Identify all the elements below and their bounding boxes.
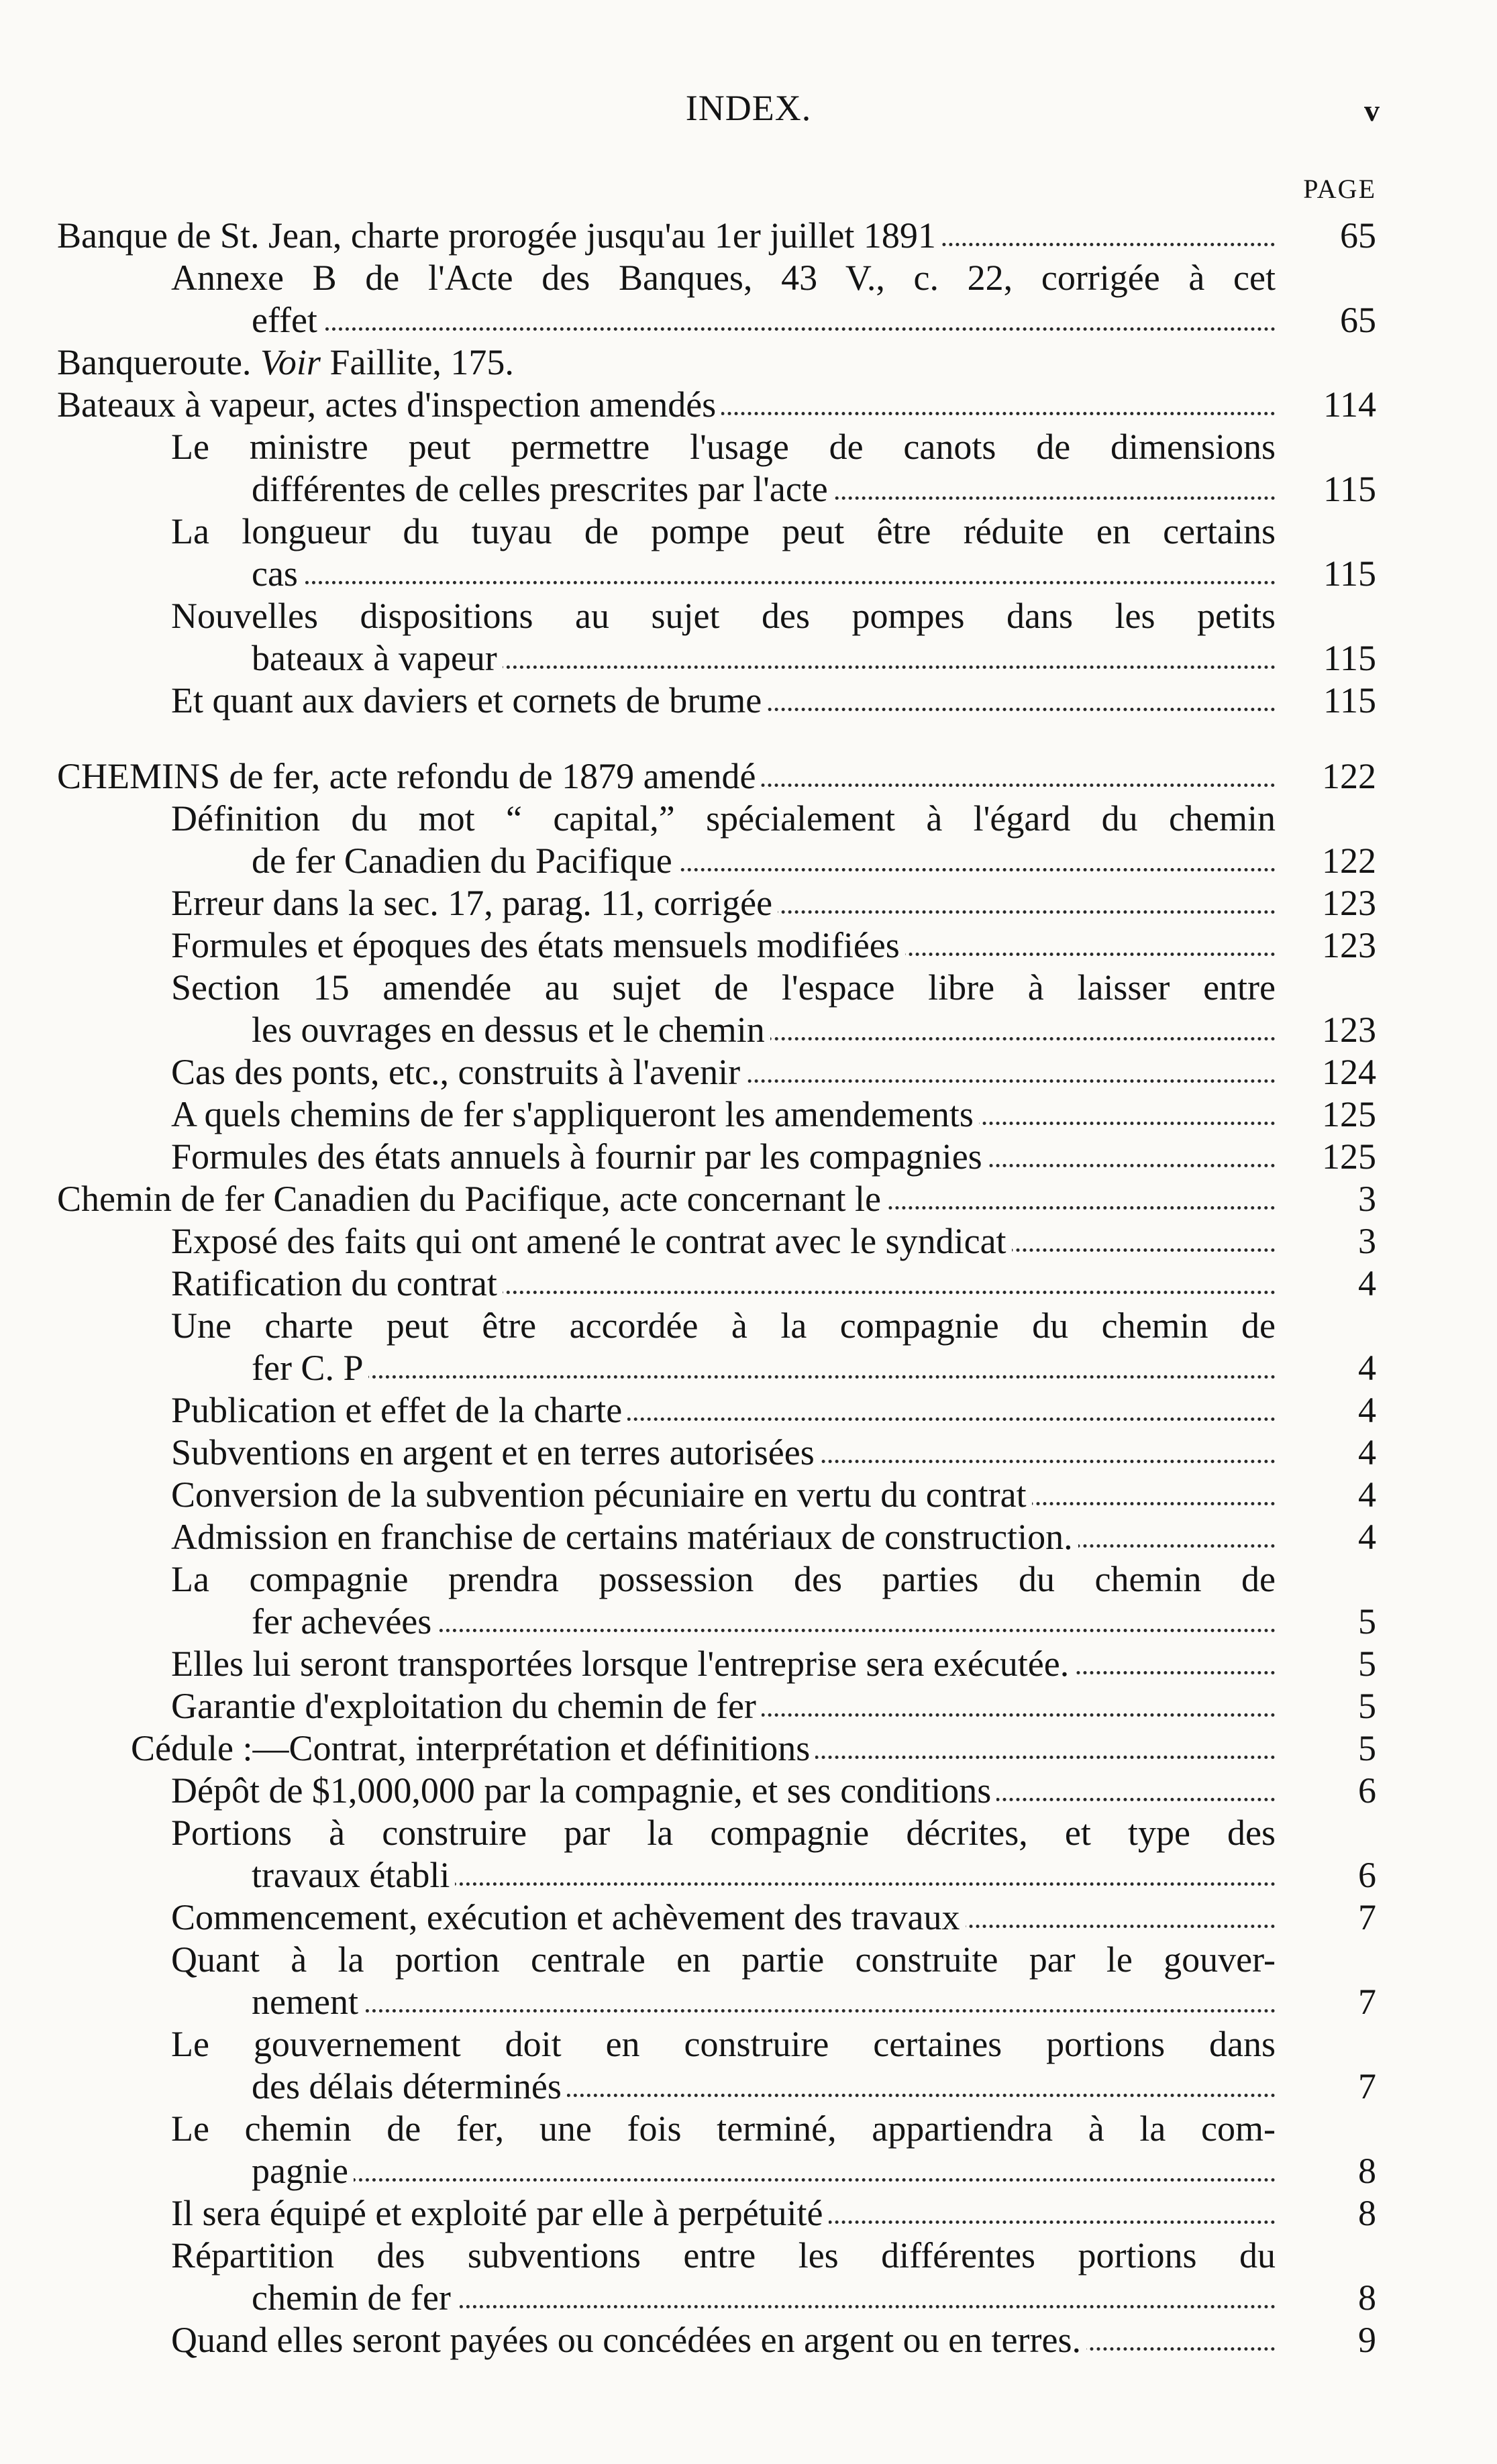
entry-text: des délais déterminés (252, 2066, 567, 2106)
entry-text: Elles lui seront transportées lorsque l'entreprise sera exécutée. (171, 1644, 1074, 1684)
index-entry (57, 257, 1376, 341)
entry-text: Formules et époques des états mensuels modifiées (171, 925, 905, 965)
index-entries (57, 215, 1376, 2361)
entry-text: Portions à construire par la compagnie décrites, et type des (171, 1813, 1276, 1853)
entry-page-number: 123 (1322, 925, 1376, 965)
index-entry (57, 1178, 1376, 1220)
entry-text: Ratification du contrat (171, 1263, 503, 1303)
entry-text: Commencement, exécution et achèvement des travaux (171, 1897, 966, 1937)
entry-page-number: 115 (1323, 638, 1376, 678)
entry-text: effet (252, 300, 323, 340)
leader-dots (252, 581, 1276, 584)
entry-text: chemin de fer (252, 2278, 456, 2318)
index-entry (57, 1136, 1376, 1178)
index-entry (57, 2319, 1376, 2361)
entry-page-number: 115 (1323, 469, 1376, 509)
entry-text: fer achevées (252, 1601, 437, 1642)
leader-dots (252, 2009, 1276, 2013)
index-entry (57, 1432, 1376, 1474)
entry-text: Quant à la portion centrale en partie construite par le gouver- (171, 1939, 1276, 1980)
entry-text: les ouvrages en dessus et le chemin (252, 1010, 770, 1050)
entry-text: pagnie (252, 2151, 354, 2191)
index-entry (57, 2023, 1376, 2108)
index-entry (57, 341, 1376, 384)
entry-page-number: 114 (1323, 384, 1376, 425)
entry-page-number: 5 (1358, 1601, 1376, 1642)
entry-page-number: 7 (1358, 1897, 1376, 1937)
entry-text: Annexe B de l'Acte des Banques, 43 V., c. 22, corrigée à cet (171, 258, 1276, 298)
page-title: INDEX. (685, 88, 812, 128)
entry-text: La longueur du tuyau de pompe peut être réduite en certains (171, 511, 1276, 551)
index-entry (57, 1812, 1376, 1896)
entry-text: Définition du mot “ capital,” spécialement à l'égard du chemin (171, 798, 1276, 839)
entry-text-italic: Voir (260, 342, 321, 382)
entry-text: Formules des états annuels à fournir par les compagnies (171, 1136, 988, 1177)
entry-text: Une charte peut être accordée à la compagnie du chemin de (171, 1305, 1276, 1346)
entry-text: Cas des ponts, etc., construits à l'avenir (171, 1052, 745, 1092)
index-entry (57, 1051, 1376, 1093)
entry-page-number: 123 (1322, 1010, 1376, 1050)
entry-page-number: 4 (1358, 1348, 1376, 1388)
entry-page-number: 3 (1358, 1179, 1376, 1219)
entry-text: Nouvelles dispositions au sujet des pompes dans les petits (171, 596, 1276, 636)
index-entry (57, 680, 1376, 722)
entry-page-number: 124 (1322, 1052, 1376, 1092)
entry-page-number: 5 (1358, 1686, 1376, 1726)
entry-page-number: 8 (1358, 2278, 1376, 2318)
entry-text: Le gouvernement doit en construire certaines portions dans (171, 2024, 1276, 2064)
index-entry (57, 1389, 1376, 1432)
entry-text: fer C. P (252, 1348, 368, 1388)
index-entry (57, 384, 1376, 426)
entry-text: Le chemin de fer, une fois terminé, appartiendra à la com- (171, 2108, 1276, 2149)
entry-text: cas (252, 553, 303, 594)
index-entry (57, 1558, 1376, 1643)
entry-page-number: 7 (1358, 2066, 1376, 2106)
entry-text: Conversion de la subvention pécuniaire en vertu du contrat (171, 1475, 1032, 1515)
entry-page-number: 7 (1358, 1982, 1376, 2022)
index-entry (57, 215, 1376, 257)
entry-text: La compagnie prendra possession des parties du chemin de (171, 1559, 1276, 1599)
entry-text: Faillite, 175. (320, 342, 514, 382)
entry-text: Répartition des subventions entre les différentes portions du (171, 2235, 1276, 2275)
entry-page-number: 4 (1358, 1263, 1376, 1303)
index-entry (57, 1305, 1376, 1389)
index-entry (57, 798, 1376, 882)
entry-text: Chemin de fer Canadien du Pacifique, acte concernant le (57, 1179, 886, 1219)
entry-page-number: 5 (1358, 1728, 1376, 1768)
entry-text: travaux établi (252, 1855, 455, 1895)
entry-page-number: 8 (1358, 2151, 1376, 2191)
index-entry (57, 1727, 1376, 1770)
index-entry (57, 1643, 1376, 1685)
index-entry (57, 924, 1376, 967)
index-entry (57, 1516, 1376, 1558)
leader-dots (252, 327, 1276, 331)
entry-text: Le ministre peut permettre l'usage de canots de dimensions (171, 427, 1276, 467)
entry-page-number: 4 (1358, 1517, 1376, 1557)
entry-text: de fer Canadien du Pacifique (252, 841, 678, 881)
entry-text: Quand elles seront payées ou concédées en argent ou en terres. (171, 2320, 1086, 2360)
index-entry (57, 755, 1376, 798)
entry-text: A quels chemins de fer s'appliqueront les amendements (171, 1094, 979, 1134)
index-entry (57, 595, 1376, 680)
entry-text: Cédule :—Contrat, interprétation et définitions (131, 1728, 815, 1768)
entry-text: Erreur dans la sec. 17, parag. 11, corrigée (171, 883, 778, 923)
leader-dots (252, 1375, 1276, 1379)
entry-text: Il sera équipé et exploité par elle à perpétuité (171, 2193, 829, 2233)
entry-page-number: 6 (1358, 1770, 1376, 1811)
entry-text: Admission en franchise de certains matériaux de construction. (171, 1517, 1078, 1557)
page-number: v (1364, 93, 1380, 127)
entry-text: Section 15 amendée au sujet de l'espace libre à laisser entre (171, 967, 1276, 1008)
index-entry (57, 2192, 1376, 2235)
entry-page-number: 4 (1358, 1432, 1376, 1472)
index-entry (57, 1770, 1376, 1812)
entry-page-number: 123 (1322, 883, 1376, 923)
index-entry (57, 2235, 1376, 2319)
entry-text: bateaux à vapeur (252, 638, 503, 678)
entry-page-number: 6 (1358, 1855, 1376, 1895)
entry-text: CHEMINS de fer, acte refondu de 1879 amendé (57, 756, 761, 796)
entry-page-number: 9 (1358, 2320, 1376, 2360)
entry-text: Garantie d'exploitation du chemin de fer (171, 1686, 762, 1726)
entry-text: différentes de celles prescrites par l'acte (252, 469, 833, 509)
entry-page-number: 4 (1358, 1475, 1376, 1515)
entry-text: Banque de St. Jean, charte prorogée jusqu'au 1er juillet 1891 (57, 215, 941, 256)
entry-page-number: 3 (1358, 1221, 1376, 1261)
index-entry (57, 426, 1376, 511)
entry-text: Bateaux à vapeur, actes d'inspection amendés (57, 384, 721, 425)
entry-text: Exposé des faits qui ont amené le contrat avec le syndicat (171, 1221, 1012, 1261)
entry-text: Banqueroute. (57, 342, 260, 382)
entry-text: nement (252, 1982, 364, 2022)
entry-page-number: 5 (1358, 1644, 1376, 1684)
entry-page-number: 8 (1358, 2193, 1376, 2233)
index-entry (57, 1093, 1376, 1136)
entry-text: Dépôt de $1,000,000 par la compagnie, et ses conditions (171, 1770, 996, 1811)
index-entry (57, 2108, 1376, 2192)
entry-page-number: 125 (1322, 1094, 1376, 1134)
entry-page-number: 65 (1340, 215, 1376, 256)
entry-text: Publication et effet de la charte (171, 1390, 627, 1430)
leader-dots (252, 2178, 1276, 2182)
index-entry (57, 1263, 1376, 1305)
entry-text: Et quant aux daviers et cornets de brume (171, 680, 767, 720)
page-column-header: PAGE (1303, 174, 1376, 204)
entry-page-number: 4 (1358, 1390, 1376, 1430)
entry-text: Subventions en argent et en terres autorisées (171, 1432, 820, 1472)
index-entry (57, 511, 1376, 595)
entry-page-number: 125 (1322, 1136, 1376, 1177)
entry-page-number: 65 (1340, 300, 1376, 340)
entry-page-number: 115 (1323, 680, 1376, 720)
index-entry (57, 1220, 1376, 1263)
entry-page-number: 115 (1323, 553, 1376, 594)
page-header (0, 87, 1497, 141)
index-entry (57, 1685, 1376, 1727)
index-entry (57, 1896, 1376, 1939)
index-entry (57, 967, 1376, 1051)
index-entry (57, 882, 1376, 924)
entry-page-number: 122 (1322, 756, 1376, 796)
index-entry (57, 1939, 1376, 2023)
entry-page-number: 122 (1322, 841, 1376, 881)
index-entry (57, 1474, 1376, 1516)
